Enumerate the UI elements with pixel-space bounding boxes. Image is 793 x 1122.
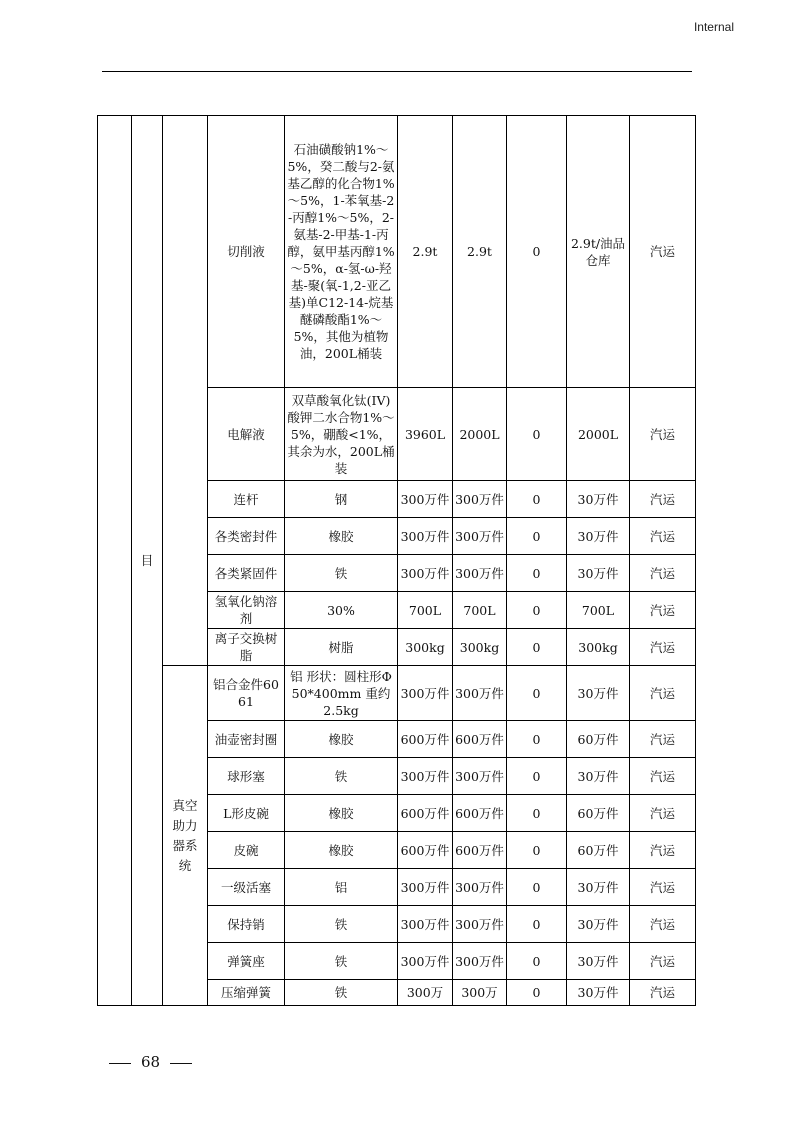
material-name: 皮碗 [208, 832, 285, 869]
max-storage: 60万件 [567, 721, 630, 758]
annual-usage: 300万件 [398, 518, 453, 555]
material-name: 离子交换树脂 [208, 629, 285, 666]
usage-value: 300万件 [453, 943, 507, 980]
max-storage: 30万件 [567, 666, 630, 721]
transport-mode: 汽运 [630, 481, 696, 518]
material-spec: 铁 [285, 555, 398, 592]
zero-value: 0 [507, 116, 567, 388]
usage-value: 600万件 [453, 721, 507, 758]
table-row [98, 116, 696, 388]
material-name: 氢氧化钠溶剂 [208, 592, 285, 629]
material-name: 一级活塞 [208, 869, 285, 906]
classification-label: Internal [693, 20, 734, 34]
category-cell-project: 目 [132, 116, 163, 1006]
material-name: 各类密封件 [208, 518, 285, 555]
transport-mode: 汽运 [630, 518, 696, 555]
zero-value: 0 [507, 518, 567, 555]
annual-usage: 300万件 [398, 869, 453, 906]
usage-value: 300万件 [453, 518, 507, 555]
usage-value: 300万件 [453, 869, 507, 906]
transport-mode: 汽运 [630, 388, 696, 481]
material-spec: 石油磺酸钠1%～5%，癸二酸与2-氨基乙醇的化合物1%～5%，1-苯氧基-2-丙醇1%～5%，2-氨基-2-甲基-1-丙醇，氨甲基丙醇1%～5%，α-氢-ω-羟基-聚(氧-1,2-亚乙基)单C12-14-烷基醚磷酸酯1%～5%，其他为植物油，200L桶装 [285, 116, 398, 388]
transport-mode: 汽运 [630, 721, 696, 758]
dash-right [170, 1063, 192, 1064]
zero-value: 0 [507, 481, 567, 518]
max-storage: 300kg [567, 629, 630, 666]
max-storage: 60万件 [567, 795, 630, 832]
zero-value: 0 [507, 832, 567, 869]
zero-value: 0 [507, 795, 567, 832]
annual-usage: 300万件 [398, 555, 453, 592]
material-spec: 钢 [285, 481, 398, 518]
annual-usage: 300万件 [398, 666, 453, 721]
usage-value: 300万件 [453, 555, 507, 592]
material-name: 切削液 [208, 116, 285, 388]
transport-mode: 汽运 [630, 869, 696, 906]
material-spec: 橡胶 [285, 795, 398, 832]
usage-value: 600万件 [453, 795, 507, 832]
max-storage: 30万件 [567, 758, 630, 795]
usage-value: 300万件 [453, 666, 507, 721]
material-name: 弹簧座 [208, 943, 285, 980]
usage-value: 2.9t [453, 116, 507, 388]
max-storage: 30万件 [567, 980, 630, 1006]
usage-value: 600万件 [453, 832, 507, 869]
zero-value: 0 [507, 758, 567, 795]
max-storage: 30万件 [567, 481, 630, 518]
usage-value: 2000L [453, 388, 507, 481]
zero-value: 0 [507, 592, 567, 629]
transport-mode: 汽运 [630, 795, 696, 832]
transport-mode: 汽运 [630, 666, 696, 721]
zero-value: 0 [507, 555, 567, 592]
annual-usage: 300kg [398, 629, 453, 666]
zero-value: 0 [507, 666, 567, 721]
page-number [99, 1053, 202, 1071]
annual-usage: 700L [398, 592, 453, 629]
material-name: 保持销 [208, 906, 285, 943]
material-spec: 30% [285, 592, 398, 629]
annual-usage: 300万 [398, 980, 453, 1006]
max-storage: 30万件 [567, 555, 630, 592]
transport-mode: 汽运 [630, 116, 696, 388]
max-storage: 30万件 [567, 906, 630, 943]
zero-value: 0 [507, 980, 567, 1006]
subsystem-cell-empty [163, 116, 208, 666]
zero-value: 0 [507, 943, 567, 980]
material-name: 连杆 [208, 481, 285, 518]
material-name: 各类紧固件 [208, 555, 285, 592]
annual-usage: 300万件 [398, 943, 453, 980]
annual-usage: 2.9t [398, 116, 453, 388]
material-spec: 树脂 [285, 629, 398, 666]
material-name: 油壶密封圈 [208, 721, 285, 758]
material-name: 球形塞 [208, 758, 285, 795]
transport-mode: 汽运 [630, 592, 696, 629]
material-spec: 铁 [285, 906, 398, 943]
usage-value: 300万件 [453, 906, 507, 943]
annual-usage: 600万件 [398, 795, 453, 832]
usage-value: 300万件 [453, 481, 507, 518]
material-spec: 橡胶 [285, 518, 398, 555]
material-name: 电解液 [208, 388, 285, 481]
material-name: 压缩弹簧 [208, 980, 285, 1006]
transport-mode: 汽运 [630, 980, 696, 1006]
zero-value: 0 [507, 869, 567, 906]
material-name: L形皮碗 [208, 795, 285, 832]
category-cell-outer [98, 116, 132, 1006]
usage-value: 300万件 [453, 758, 507, 795]
max-storage: 30万件 [567, 943, 630, 980]
annual-usage: 600万件 [398, 721, 453, 758]
annual-usage: 300万件 [398, 481, 453, 518]
dash-left [109, 1063, 131, 1064]
table-row [98, 666, 696, 721]
zero-value: 0 [507, 629, 567, 666]
transport-mode: 汽运 [630, 758, 696, 795]
usage-value: 700L [453, 592, 507, 629]
page-number-value: 68 [141, 1053, 161, 1071]
annual-usage: 300万件 [398, 906, 453, 943]
materials-table [97, 115, 696, 1006]
material-spec: 双草酸氧化钛(IV)酸钾二水合物1%～5%，硼酸<1%，其余为水，200L桶装 [285, 388, 398, 481]
zero-value: 0 [507, 721, 567, 758]
material-spec: 铝 形状：圆柱形Φ50*400mm 重约2.5kg [285, 666, 398, 721]
max-storage: 700L [567, 592, 630, 629]
max-storage: 60万件 [567, 832, 630, 869]
annual-usage: 300万件 [398, 758, 453, 795]
max-storage: 2000L [567, 388, 630, 481]
zero-value: 0 [507, 388, 567, 481]
transport-mode: 汽运 [630, 832, 696, 869]
material-spec: 铝 [285, 869, 398, 906]
transport-mode: 汽运 [630, 555, 696, 592]
max-storage: 30万件 [567, 869, 630, 906]
header-rule [102, 71, 692, 72]
material-spec: 铁 [285, 758, 398, 795]
usage-value: 300万 [453, 980, 507, 1006]
annual-usage: 600万件 [398, 832, 453, 869]
transport-mode: 汽运 [630, 629, 696, 666]
subsystem-vacuum-booster: 真空助力器系统 [163, 666, 208, 1006]
material-spec: 铁 [285, 980, 398, 1006]
usage-value: 300kg [453, 629, 507, 666]
material-spec: 铁 [285, 943, 398, 980]
max-storage: 2.9t/油品仓库 [567, 116, 630, 388]
annual-usage: 3960L [398, 388, 453, 481]
transport-mode: 汽运 [630, 943, 696, 980]
material-spec: 橡胶 [285, 832, 398, 869]
material-spec: 橡胶 [285, 721, 398, 758]
max-storage: 30万件 [567, 518, 630, 555]
zero-value: 0 [507, 906, 567, 943]
material-name: 铝合金件6061 [208, 666, 285, 721]
transport-mode: 汽运 [630, 906, 696, 943]
